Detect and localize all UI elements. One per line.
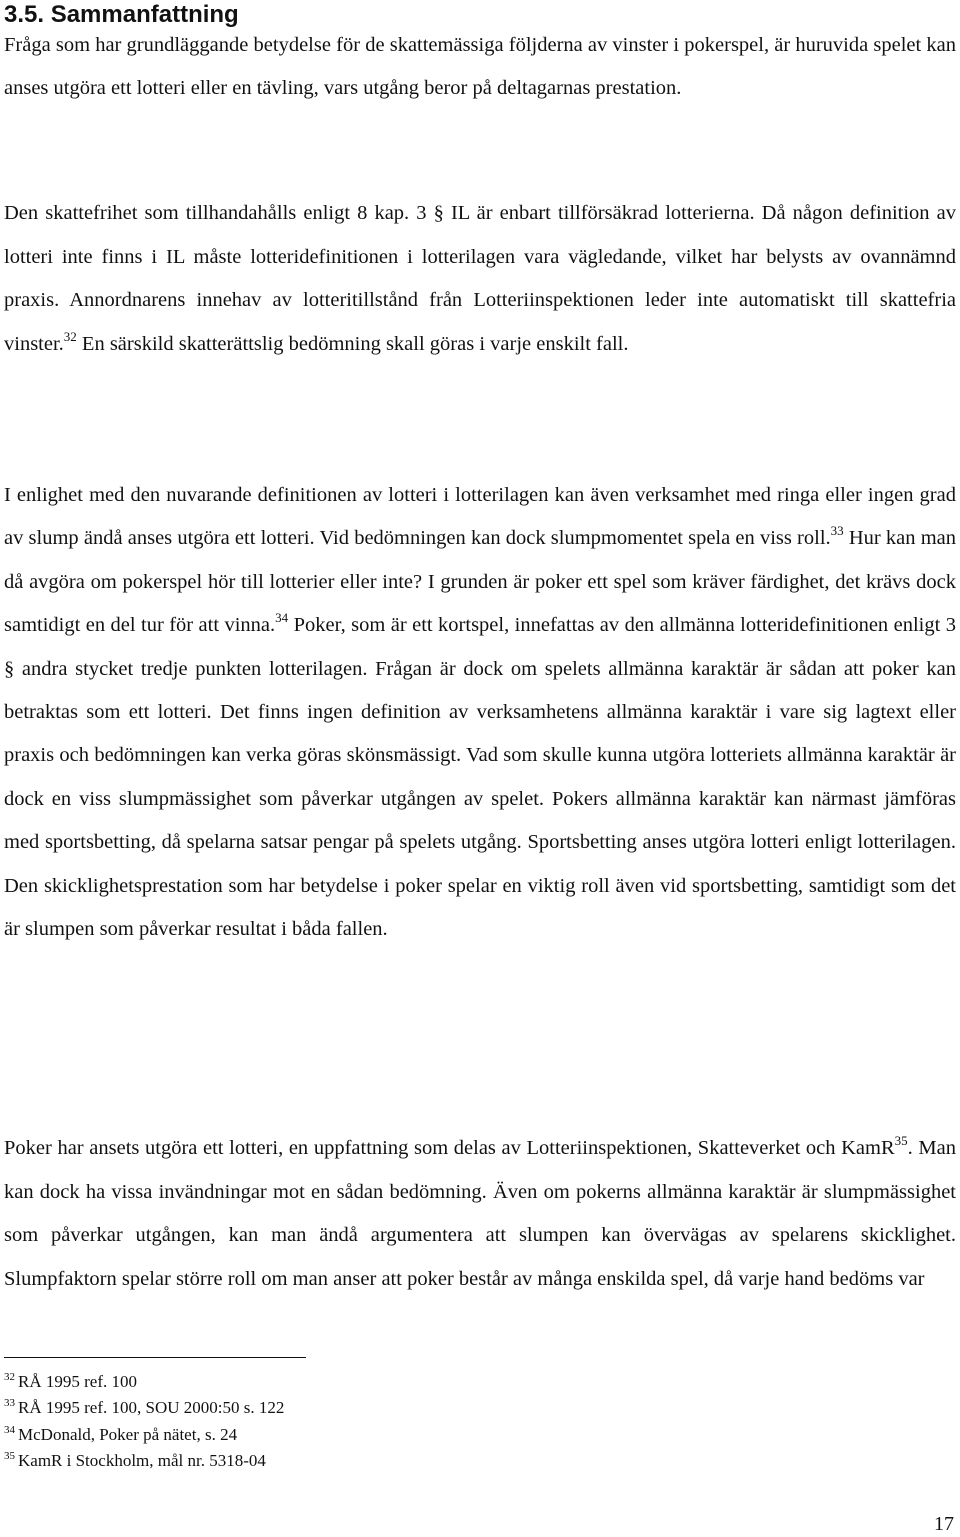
footnote-ref-33[interactable]: 33 xyxy=(830,523,844,539)
paragraph-3 xyxy=(4,474,956,951)
page-number: 17 xyxy=(934,1513,954,1535)
footnote-separator xyxy=(4,1357,306,1358)
footnote-35 xyxy=(4,1449,284,1475)
paragraph-4-text-a: Poker har ansets utgöra ett lotteri, en uppfattning som delas av Lotteriinspektionen, Skatteverket och KamR xyxy=(4,1137,895,1159)
paragraph-4 xyxy=(4,1127,956,1301)
footnote-number: 34 xyxy=(4,1423,15,1436)
footnote-list xyxy=(4,1370,284,1475)
paragraph-4-text-b: . Man kan dock ha vissa invändningar mot en sådan bedömning. Även om pokerns allmänna karaktär är slumpmässighet som påverkar utgången, kan man ändå argumentera att slumpen kan övervägas av spelarens skicklighet. Slumpfaktorn spelar större roll om man anser att poker består av många enskilda spel, då varje hand bedöms var xyxy=(4,1137,956,1290)
footnote-ref-35[interactable]: 35 xyxy=(894,1133,908,1148)
footnote-text: KamR i Stockholm, mål nr. 5318-04 xyxy=(18,1450,266,1470)
footnote-text: McDonald, Poker på nätet, s. 24 xyxy=(18,1424,238,1444)
footnote-number: 32 xyxy=(4,1371,15,1383)
footnote-text: RÅ 1995 ref. 100 xyxy=(18,1372,137,1391)
footnote-text: RÅ 1995 ref. 100, SOU 2000:50 s. 122 xyxy=(18,1398,285,1418)
footnote-ref-32[interactable]: 32 xyxy=(63,328,77,344)
paragraph-1 xyxy=(4,24,956,110)
footnote-34 xyxy=(4,1423,284,1449)
footnote-number: 35 xyxy=(4,1449,15,1462)
footnote-number: 33 xyxy=(4,1397,15,1410)
footnote-ref-34[interactable]: 34 xyxy=(275,610,289,626)
paragraph-1-text: Fråga som har grundläggande betydelse för de skattemässiga följderna av vinster i pokerspel, är huruvida spelet kan anses utgöra ett lotteri eller en tävling, vars utgång beror på deltagarnas prestation. xyxy=(4,34,956,99)
paragraph-2-text-a: Den skattefrihet som tillhandahålls enligt 8 kap. 3 § IL är enbart tillförsäkrad lotterierna. Då någon definition av lotteri inte finns i IL måste lotteridefinitionen i lotterilagen vara vägledande, vilket har belysts av ovannämnd praxis. Annordnarens innehav av lotteritillstånd från Lotteriinspektionen leder inte automatiskt till skattefria vinster. xyxy=(4,202,956,355)
section-title: Sammanfattning xyxy=(50,1,239,28)
paragraph-2 xyxy=(4,192,956,366)
footnote-33 xyxy=(4,1396,284,1422)
paragraph-3-text-b: Hur kan man då avgöra om pokerspel hör till lotterier eller inte? I grunden är poker ett spel som kräver färdighet, det krävs dock samtidigt en del tur för att vinna. xyxy=(4,527,956,637)
footnote-32 xyxy=(4,1370,284,1396)
paragraph-2-text-b: En särskild skatterättslig bedömning skall göras i varje enskilt fall. xyxy=(76,332,629,355)
section-number: 3.5. xyxy=(4,1,45,28)
paragraph-3-text-a: I enlighet med den nuvarande definitionen av lotteri i lotterilagen kan även verksamhet med ringa eller ingen grad av slump ändå anses utgöra ett lotteri. Vid bedömningen kan dock slumpmomentet spela en viss roll. xyxy=(4,484,956,550)
paragraph-3-text-c: Poker, som är ett kortspel, innefattas av den allmänna lotteridefinitionen enligt 3 § andra stycket tredje punkten lotterilagen. Frågan är dock om spelets allmänna karaktär är sådan att poker kan betraktas som ett lotteri. Det finns ingen definition av verksamhetens allmänna karaktär i vare sig lagtext eller praxis och bedömningen kan verka göras skönsmässigt. Vad som skulle kunna utgöra lotteriets allmänna karaktär är dock en viss slumpmässighet som påverkar utgången av spelet. Pokers allmänna karaktär kan närmast jämföras med sportsbetting, då spelarna satsar pengar på spelets utgång. Sportsbetting anses utgöra lotteri enligt lotterilagen. Den skicklighetsprestation som har betydelse i poker spelar en viktig roll även vid sportsbetting, samtidigt som det är slumpen som påverkar resultat i båda fallen. xyxy=(4,614,956,941)
